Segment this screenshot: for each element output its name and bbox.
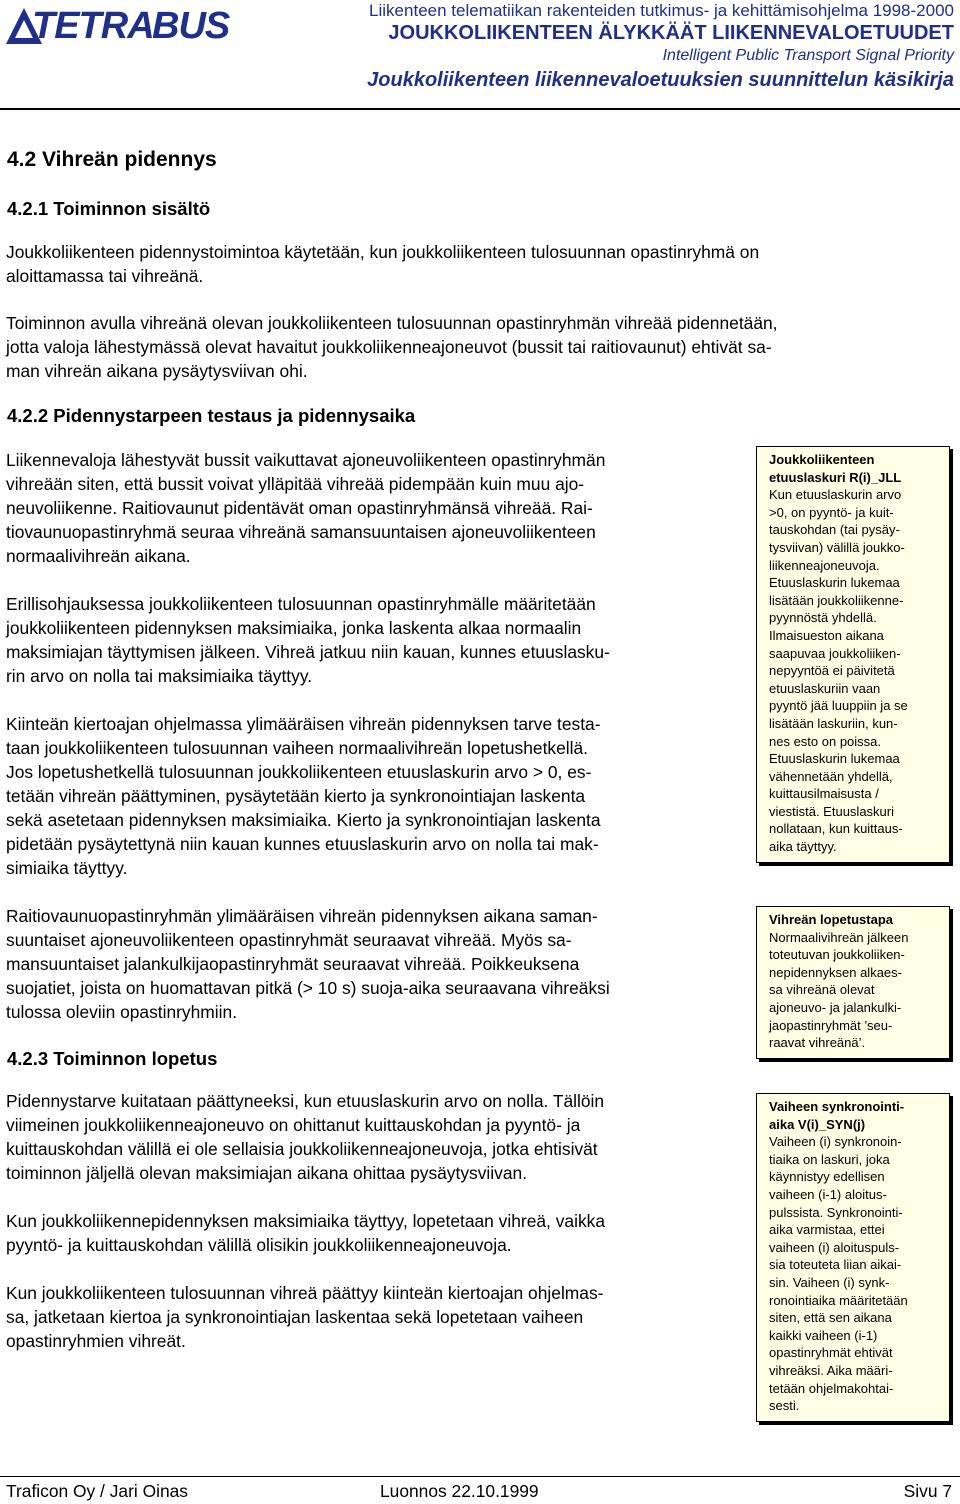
handbook-title: Joukkoliikenteen liikennevaloetuuksien suunnittelun käsikirja	[367, 69, 954, 91]
footer-draft-date: Luonnos 22.10.1999	[380, 1481, 539, 1501]
sidebar-box-phase-sync: Vaiheen synkronointi- aika V(i)_SYN(j) Vaiheen (i) synkronoin- tiaika on laskuri, joka käynnistyy edellisen vaiheen (i-1) aloitus- pulssista. Synkronointi- aika varmistaa, ettei vaiheen (i) aloituspuls- sia toteuteta liian aikai- sin. Vaiheen (i) synk- ronointiaika määritetään siten, että sen aikana kaikki vaiheen (i-1) opastinryhmät ehtivät vihreäksi. Aika määri- tetään ohjelmakohtai- sesti.	[756, 1093, 950, 1422]
paragraph-7: Pidennystarve kuitataan päättyneeksi, kun etuuslaskurin arvo on nolla. Tällöin viimeinen joukkoliikenneajoneuvo on ohittanut kuittauskohdan ja pyyntö- ja kuittauskohdan välillä ei ole sellaisia joukkoliikenneajoneuvoja, jotka ehtisivät toiminnon jäljellä olevan maksimiajan aikana ohittaa pysäytysviivan.	[6, 1091, 605, 1183]
program-title: Liikenteen telematiikan rakenteiden tutkimus- ja kehittämisohjelma 1998-2000	[369, 1, 954, 20]
heading-4-2: 4.2 Vihreän pidennys	[7, 148, 217, 171]
paragraph-5: Kiinteän kiertoajan ohjelmassa ylimääräisen vihreän pidennyksen tarve testa- taan joukkoliikenteen tulosuunnan vaiheen normaalivihreän lopetushetkellä. Jos lopetushetkellä tulosuunnan joukkoliikenteen etuuslaskurin arvo > 0, es- tetään vihreän päättyminen, pysäytetään kierto ja synkronointiajan laskenta sekä asetetaan pidennyksen maksimiaika. Kierto ja synkronointiajan laskenta pidetään pysäytettynä niin kauan kunnes etuuslaskurin arvo on nolla tai mak- simiaika täyttyy.	[6, 714, 601, 878]
header-titles	[367, 0, 954, 94]
paragraph-1: Joukkoliikenteen pidennystoimintoa käytetään, kun joukkoliikenteen tulosuunnan opastinryhmä on aloittamassa tai vihreänä.	[6, 242, 760, 286]
footer-page-number: Sivu 7	[903, 1481, 952, 1501]
logo-word-tetra: TETRA	[32, 5, 154, 47]
logo-word-bus: BUS	[152, 5, 230, 47]
page-header	[0, 0, 960, 108]
footer-divider	[0, 1476, 960, 1477]
paragraph-2: Toiminnon avulla vihreänä olevan joukkoliikenteen tulosuunnan opastinryhmän vihreää pidennetään, jotta valoja lähestymässä olevat havaitut joukkoliikenneajoneuvot (bussit tai raitiovaunut) ehtivät sa- man vihreän aikana pysäytysviivan ohi.	[6, 313, 778, 381]
heading-4-2-1: 4.2.1 Toiminnon sisältö	[7, 198, 211, 219]
paragraph-4: Erillisohjauksessa joukkoliikenteen tulosuunnan opastinryhmälle määritetään joukkoliikenteen pidennyksen maksimiaika, jonka laskenta alkaa normaalin maksimiajan täyttymisen jälkeen. Vihreä jatkuu niin kauan, kunnes etuuslasku- rin arvo on nolla tai maksimiaika täyttyy.	[6, 594, 610, 686]
tetrabus-logo	[4, 4, 254, 48]
paragraph-3: Liikennevaloja lähestyvät bussit vaikuttavat ajoneuvoliikenteen opastinryhmän vihreään siten, että bussit voivat ylläpitää vihreää pidempään kuin muu ajo- neuvoliikenne. Raitiovaunut pidentävät oman opastinryhmänsä vihreää. Rai- tiovaunuopastinryhmä seuraa vihreänä samansuuntaisen ajoneuvoliikenteen normaalivihreän aikana.	[6, 450, 606, 566]
heading-4-2-2: 4.2.2 Pidennystarpeen testaus ja pidennysaika	[7, 405, 416, 426]
project-subtitle: Intelligent Public Transport Signal Priority	[662, 47, 954, 64]
footer-author: Traficon Oy / Jari Oinas	[6, 1481, 189, 1501]
heading-4-2-3: 4.2.3 Toiminnon lopetus	[7, 1048, 218, 1069]
paragraph-9: Kun joukkoliikenteen tulosuunnan vihreä päättyy kiinteän kiertoajan ohjelmas- sa, jatketaan kiertoa ja synkronointiajan laskentaa sekä lopetetaan vaiheen opastinryhmien vihreät.	[6, 1283, 604, 1351]
paragraph-6: Raitiovaunuopastinryhmän ylimääräisen vihreän pidennyksen aikana saman- suuntaiset ajoneuvoliikenteen opastinryhmät seuraavat vihreää. Myös sa- mansuuntaiset jalankulkijaopastinryhmät seuraavat vihreää. Poikkeuksena suojatiet, joista on huomattavan pitkä (> 10 s) suoja-aika seuraavana vihreäksi tulossa oleviin opastinryhmiin.	[6, 906, 610, 1022]
sidebar-box-priority-counter: Joukkoliikenteen etuuslaskuri R(i)_JLL Kun etuuslaskurin arvo >0, on pyyntö- ja kuit- tauskohdan (tai pysäy- tysviivan) välillä joukko- liikenneajoneuvoja. Etuuslaskurin lukemaa lisätään joukkoliikenne- pyynnöstä yhdellä. Ilmaisueston aikana saapuvaa joukkoliiken- nepyyntöä ei päivitetä etuuslaskuriin vaan pyyntö jää luuppiin ja se lisätään laskuriin, kun- nes esto on poissa. Etuuslaskurin lukemaa vähennetään yhdellä, kuittausilmaisusta / viestistä. Etuuslaskuri nollataan, kun kuittaus- aika täyttyy.	[756, 446, 950, 863]
sidebar-box-green-termination: Vihreän lopetustapa Normaalivihreän jälkeen toteutuvan joukkoliiken- nepidennyksen alkaes- sa vihreänä olevat ajoneuvo- ja jalankulki- jaopastinryhmät ’seu- raavat vihreänä’.	[756, 906, 950, 1059]
project-title: JOUKKOLIIKENTEEN ÄLYKKÄÄT LIIKENNEVALOETUUDET	[388, 22, 954, 44]
header-divider	[0, 108, 960, 110]
paragraph-8: Kun joukkoliikennepidennyksen maksimiaika täyttyy, lopetetaan vihreä, vaikka pyyntö- ja kuittauskohdan välillä olisikin joukkoliikenneajoneuvoja.	[6, 1211, 606, 1255]
